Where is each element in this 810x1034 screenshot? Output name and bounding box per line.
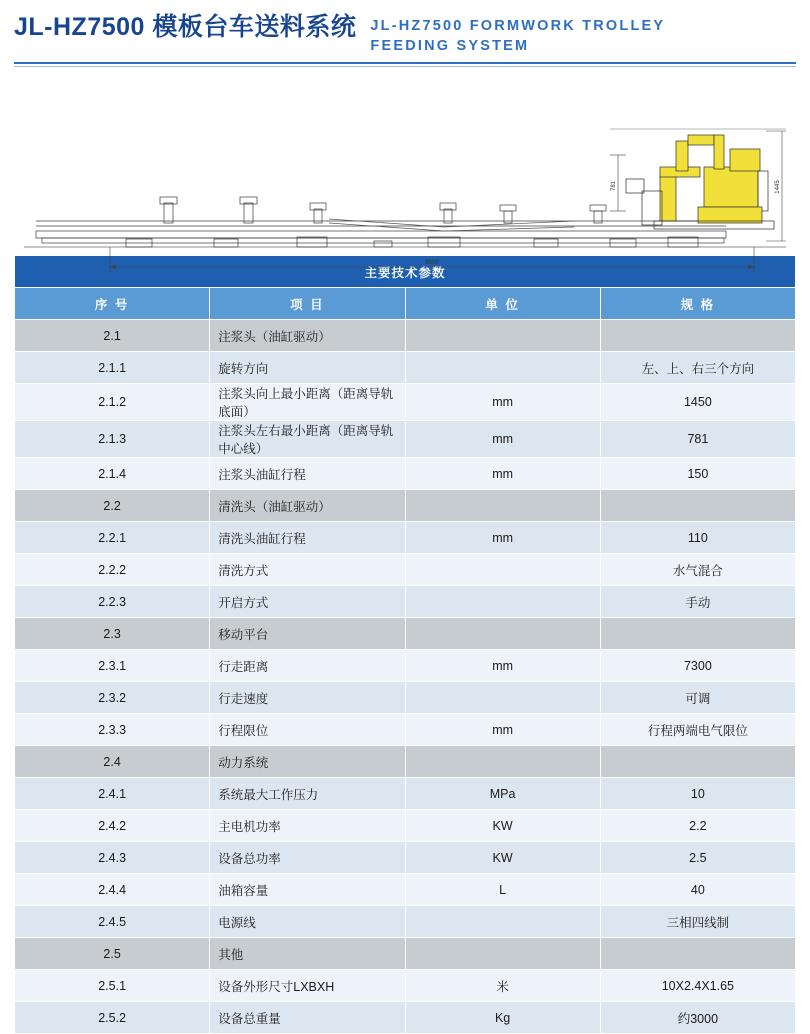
cell-item: 设备外形尺寸LXBXH — [210, 970, 405, 1002]
cell-spec: 7300 — [600, 650, 795, 682]
cell-item: 其他 — [210, 938, 405, 970]
page-subtitle — [370, 17, 665, 56]
cell-unit: mm — [405, 650, 600, 682]
table-row — [15, 810, 796, 842]
cell-spec: 150 — [600, 458, 795, 490]
cell-no: 2.1.1 — [15, 352, 210, 384]
table-band-title — [15, 256, 796, 288]
cell-spec — [600, 618, 795, 650]
cell-unit: MPa — [405, 778, 600, 810]
cell-item: 旋转方向 — [210, 352, 405, 384]
table-group-row — [15, 746, 796, 778]
cell-item: 电源线 — [210, 906, 405, 938]
cell-unit — [405, 352, 600, 384]
cell-spec: 781 — [600, 421, 795, 458]
cell-spec: 1450 — [600, 384, 795, 421]
table-row — [15, 682, 796, 714]
cell-unit: KW — [405, 842, 600, 874]
column-header-no: 序 号 — [15, 288, 210, 320]
dimension-label-1445: 1445 — [775, 180, 781, 194]
cell-unit — [405, 938, 600, 970]
table-row — [15, 906, 796, 938]
cell-spec: 2.5 — [600, 842, 795, 874]
cell-item: 行程限位 — [210, 714, 405, 746]
cell-spec — [600, 938, 795, 970]
cell-item: 动力系统 — [210, 746, 405, 778]
cell-spec: 可调 — [600, 682, 795, 714]
table-row — [15, 842, 796, 874]
cell-spec: 左、上、右三个方向 — [600, 352, 795, 384]
cell-unit: mm — [405, 384, 600, 421]
cell-item: 系统最大工作压力 — [210, 778, 405, 810]
cell-no: 2.2.1 — [15, 522, 210, 554]
column-header-item: 项 目 — [210, 288, 405, 320]
cell-no: 2.2.2 — [15, 554, 210, 586]
machine-elevation-svg — [14, 71, 796, 267]
cell-unit — [405, 618, 600, 650]
cell-spec: 10 — [600, 778, 795, 810]
spec-table-body — [15, 256, 796, 1034]
table-row — [15, 714, 796, 746]
cell-unit — [405, 554, 600, 586]
cell-unit — [405, 906, 600, 938]
cell-item: 注浆头（油缸驱动） — [210, 320, 405, 352]
header-divider-thin — [14, 66, 796, 67]
cell-item: 清洗头油缸行程 — [210, 522, 405, 554]
spec-table-container — [14, 255, 796, 1034]
cell-unit: mm — [405, 421, 600, 458]
technical-drawing — [14, 71, 796, 267]
cell-item: 注浆头油缸行程 — [210, 458, 405, 490]
table-row — [15, 650, 796, 682]
cell-unit — [405, 682, 600, 714]
cell-item: 移动平台 — [210, 618, 405, 650]
table-row — [15, 874, 796, 906]
cell-no: 2.1.3 — [15, 421, 210, 458]
cell-item: 设备总重量 — [210, 1002, 405, 1034]
table-row — [15, 421, 796, 458]
cell-no: 2.4.1 — [15, 778, 210, 810]
cell-no: 2.5 — [15, 938, 210, 970]
table-row — [15, 970, 796, 1002]
column-header-spec: 规 格 — [600, 288, 795, 320]
table-header-row — [15, 288, 796, 320]
cell-no: 2.3.2 — [15, 682, 210, 714]
cell-item: 注浆头左右最小距离（距离导轨中心线） — [210, 421, 405, 458]
cell-item: 行走速度 — [210, 682, 405, 714]
cell-no: 2.4 — [15, 746, 210, 778]
cell-no: 2.3.1 — [15, 650, 210, 682]
table-row — [15, 586, 796, 618]
cell-item: 行走距离 — [210, 650, 405, 682]
cell-spec — [600, 490, 795, 522]
cell-spec: 10X2.4X1.65 — [600, 970, 795, 1002]
cell-item: 清洗方式 — [210, 554, 405, 586]
cell-unit: KW — [405, 810, 600, 842]
cell-item: 清洗头（油缸驱动） — [210, 490, 405, 522]
table-row — [15, 554, 796, 586]
cell-spec: 2.2 — [600, 810, 795, 842]
cell-unit — [405, 490, 600, 522]
cell-unit: L — [405, 874, 600, 906]
cell-no: 2.2.3 — [15, 586, 210, 618]
column-header-unit: 单 位 — [405, 288, 600, 320]
cell-item: 设备总功率 — [210, 842, 405, 874]
table-band-title-text: 主要技术参数 — [15, 256, 796, 288]
cell-item: 油箱容量 — [210, 874, 405, 906]
table-row — [15, 778, 796, 810]
table-group-row — [15, 938, 796, 970]
cell-item: 注浆头向上最小距离（距离导轨底面） — [210, 384, 405, 421]
cell-no: 2.1.2 — [15, 384, 210, 421]
cell-no: 2.2 — [15, 490, 210, 522]
dimension-label-9500: 9500 — [425, 260, 439, 267]
cell-no: 2.4.3 — [15, 842, 210, 874]
dimension-label-781: 781 — [611, 181, 617, 192]
cell-item: 主电机功率 — [210, 810, 405, 842]
header-divider — [14, 62, 796, 64]
cell-spec: 40 — [600, 874, 795, 906]
cell-spec: 三相四线制 — [600, 906, 795, 938]
table-group-row — [15, 320, 796, 352]
cell-no: 2.3 — [15, 618, 210, 650]
table-row — [15, 458, 796, 490]
cell-no: 2.4.2 — [15, 810, 210, 842]
table-group-row — [15, 618, 796, 650]
table-group-row — [15, 490, 796, 522]
cell-unit: mm — [405, 522, 600, 554]
cell-unit: mm — [405, 458, 600, 490]
cell-no: 2.1.4 — [15, 458, 210, 490]
cell-unit — [405, 586, 600, 618]
cell-no: 2.5.2 — [15, 1002, 210, 1034]
cell-unit — [405, 320, 600, 352]
cell-no: 2.1 — [15, 320, 210, 352]
table-row — [15, 352, 796, 384]
cell-spec: 行程两端电气限位 — [600, 714, 795, 746]
table-row — [15, 1002, 796, 1034]
table-row — [15, 522, 796, 554]
page-subtitle-line2: FEEDING SYSTEM — [370, 37, 530, 54]
cell-unit — [405, 746, 600, 778]
cell-spec: 110 — [600, 522, 795, 554]
cell-spec: 水气混合 — [600, 554, 795, 586]
cell-spec: 约3000 — [600, 1002, 795, 1034]
cell-unit: mm — [405, 714, 600, 746]
cell-unit: Kg — [405, 1002, 600, 1034]
cell-no: 2.5.1 — [15, 970, 210, 1002]
cell-no: 2.3.3 — [15, 714, 210, 746]
cell-spec: 手动 — [600, 586, 795, 618]
cell-spec — [600, 320, 795, 352]
cell-item: 开启方式 — [210, 586, 405, 618]
page-title: JL-HZ7500 模板台车送料系统 — [14, 13, 357, 41]
cell-no: 2.4.5 — [15, 906, 210, 938]
page-subtitle-line1: JL-HZ7500 FORMWORK TROLLEY — [370, 18, 666, 34]
cell-no: 2.4.4 — [15, 874, 210, 906]
cell-unit: 米 — [405, 970, 600, 1002]
spec-table — [14, 255, 796, 1034]
page-header — [0, 0, 810, 56]
cell-spec — [600, 746, 795, 778]
table-row — [15, 384, 796, 421]
